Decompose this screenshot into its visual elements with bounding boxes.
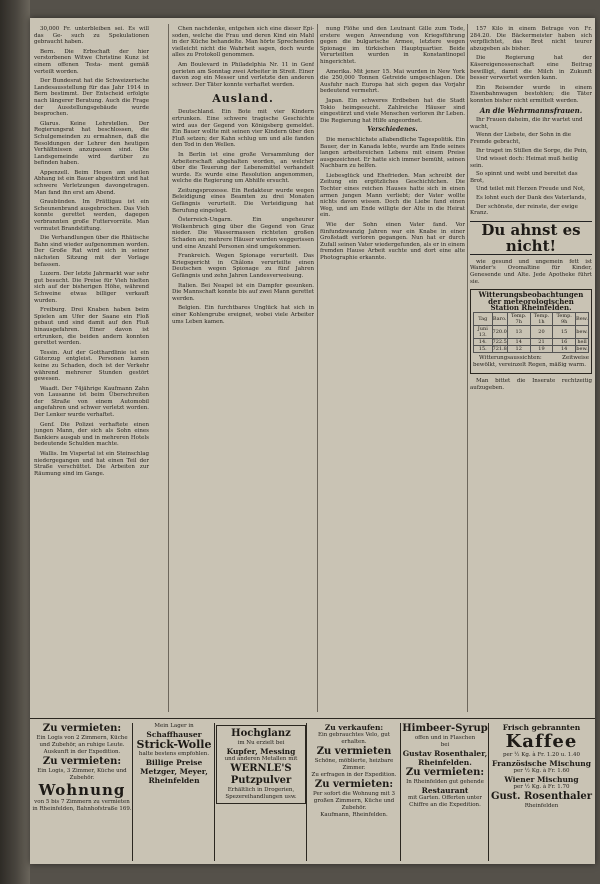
ad-advertiser: Gust. Rosenthaler — [490, 791, 593, 802]
article-paragraph: Der Bundesrat hat die Schweizerische Landesausstellung für das Jahr 1914 in Bern bestimmt. Der Entscheid erfolgte nach längerer Beratung. Auch die Frage der Ausstellungsgebäude wurde besprochen. — [34, 78, 149, 118]
article-paragraph: nung Flöhe und den Leutnant Gille zum Tode, erstere wegen Anwendung von Kriegsführung gegen die bulgarische Armee, letztere wegen Spionage im türkischen Hauptquartier. Beide Verurteilten wurden in Konstantinopel hingerichtet. — [320, 26, 465, 65]
ad-text: offen und in Flaschen — [414, 735, 476, 741]
article-paragraph: Chen nachdenke, entgehen sich eine dieser Epi- soden, welche die Frau und deren Kind ein Mahl in der Küche behandelte. Man hörte Sprechenden vielleicht nicht die Wahrheit sagen, doch wurde alles zu Protokoll genommen. — [172, 26, 314, 59]
ad-text: per ½ Kg. à Fr. 1.60 — [513, 768, 570, 774]
ad-title: Zu vermieten: — [314, 779, 394, 790]
article-paragraph: 30,000 Fr. unterbleiben sei. Es will das Ge- such zu Spekulationen gebraucht haben. — [34, 26, 149, 46]
article-paragraph: Die Regierung hat der Käsereigenossenschaft eine Beitrag bewilligt, damit die Milch in Zukunft besser verwertet werden kann. — [470, 55, 592, 82]
article-paragraph: Glarus. Keine Lehrstellen. Der Regierungsrat hat beschlossen, die Schulgemeinden zu ermahnen, daß die Besoldungen der Lehrer den heutigen Verhältnissen anzupassen sind. Die Landsgemeinde wird darüber zu befinden haben. — [34, 120, 149, 167]
ad-kaffee — [490, 723, 593, 861]
ad-title: Zu vermieten: — [42, 723, 122, 734]
weather-title: Witterungsbeobachtungen der meteorologischen Station Rheinfelden. — [478, 290, 584, 313]
column-2 — [172, 26, 314, 716]
poem-line: Ihr traget im Stillen die Sorge, die Pein, — [476, 147, 588, 154]
poem-line: So spinnt und webt und bereitet das Brot, — [470, 171, 578, 184]
article-paragraph: Freiburg. Drei Knaben haben beim Spielen am Ufer der Saane ein Floß gebaut und sind damit auf den Fluß hinausgefahren. Einer davon ist ertrunken, die beiden andern konnten gerettet werden. — [34, 307, 149, 347]
weather-cell: 19 — [530, 346, 553, 353]
ad-text: Zu erfragen in der Expedition. — [311, 772, 397, 778]
column-1 — [34, 26, 149, 716]
section-heading-verschiedenes: Verschiedenes. — [367, 126, 418, 134]
section-heading-ausland: Ausland. — [212, 92, 274, 106]
article-paragraph: Tessin. Auf der Gotthardlinie ist ein Güterzug entgleist. Personen kamen keine zu Schaden, doch ist der Verkehr während mehrerer Stunden gestört gewesen. — [34, 349, 149, 383]
newspaper-page — [30, 18, 595, 864]
weather-cell: 21 — [530, 339, 553, 346]
article-paragraph: In Berlin ist eine große Versammlung der Arbeiterschaft abgehalten worden, an welcher über die Teuerung der Lebensmittel verhandelt wurde. Es wurde eine Resolution angenommen, welche die Regierung um Abhilfe ersucht. — [172, 151, 314, 185]
poem-line: Ihr Frauen daheim, die ihr wartet und wacht, — [470, 117, 583, 130]
article-paragraph: Liebesglück und Ehefrieden. Man schreibt der Zeitung ein ergötzliches Geschichtchen. Die Tochter eines reichen Hauses hatte sich in einen armen jungen Mann verliebt; der Vater wollte nichts davon wissen. Doch die Liebe fand einen Weg, und am Ende willigte der Alte in die Heirat ein. — [320, 172, 465, 219]
poem-line: Und teilet mit Herzen Freude und Not, — [476, 186, 585, 193]
weather-header-row — [474, 313, 589, 326]
weather-header-cell: Temp. 7h — [507, 313, 530, 326]
poem-line: Der schönste, der reinste, der ewige Kranz. — [470, 203, 578, 217]
article-paragraph: Zeitungsprozesse. Ein Redakteur wurde wegen Beleidigung eines Beamten zu drei Monaten Gefängnis verurteilt. Die Verteidigung hat Berufung eingelegt. — [172, 187, 314, 214]
ad-text: Ein Logis, 3 Zimmer, Küche und Zubehör. — [37, 768, 127, 781]
ad-text: Ein Logis von 2 Zimmern, Küche und Zubehör, an ruhige Leute. — [36, 735, 128, 748]
column-3 — [320, 26, 465, 716]
ad-title: Zu vermieten — [316, 746, 392, 757]
ad-himbeer-syrup — [402, 723, 489, 861]
weather-row — [474, 326, 589, 339]
ad-headline: Kaffee — [505, 731, 578, 752]
article-paragraph: Appenzell. Beim Heuen am steilen Abhang ist ein Bauer abgestürzt und hat schwere Verletzungen davongetragen. Man fand ihn erst am Abend. — [34, 169, 149, 196]
ad-title: Zu vermieten: — [405, 767, 485, 778]
weather-header-cell: Temp. 1h — [530, 313, 553, 326]
ad-text: in Rheinfelden, Bahnhofstraße 169. — [32, 806, 132, 812]
article-paragraph: Belgien. Ein furchtbares Unglück hat sich in einer Kohlengrube ereignet, wobei viele Arbeiter ums Leben kamen. — [172, 305, 314, 325]
ad-headline: Himbeer-Syrup — [402, 723, 488, 734]
article-paragraph: Frankreich. Wegen Spionage verurteilt. Das Kriegsgericht in Châlons verurteilte einen Deutschen wegen Spionage zu fünf Jahren Gefängnis und zehn Jahren Landesverweisung. — [172, 253, 314, 279]
weather-header-cell: Baro. — [492, 313, 507, 326]
ad-text: Billige Preise — [145, 758, 203, 767]
weather-header-cell: Temp. 9h — [553, 313, 576, 326]
ad-putzpulver — [216, 723, 307, 861]
weather-cell: 15 — [553, 326, 576, 339]
ad-text: Auskunft in der Expedition. — [43, 749, 121, 755]
article-paragraph: Bern. Die Erbschaft der hier verstorbenen Witwe Christine Kunz ist einem offenen Testa- ment gemäß verteilt worden. — [34, 48, 149, 75]
book-binding — [0, 0, 30, 884]
ad-advertiser: Metzger, Meyer, Rheinfelden — [140, 767, 208, 785]
article-paragraph: Luzern. Der letzte Jahrmarkt war sehr gut besucht. Die Preise für Vieh hielten sich auf der bisherigen Höhe, während Schweine etwas billiger verkauft wurden. — [34, 271, 149, 304]
ad-text: bei — [440, 742, 450, 748]
article-paragraph: Waadt. Der 74jährige Kaufmann Zahn von Lausanne ist beim Überschreiten der Straße von einem Automobil angefahren und schwer verletzt worden. Der Lenker wurde verhaftet. — [34, 385, 149, 419]
ad-headline: Hochglanz — [231, 728, 291, 739]
poem-line: Und wisset doch: Heimat muß heilig sein. — [470, 156, 578, 169]
column-rule — [467, 24, 468, 712]
weather-header-cell: Tag — [474, 313, 493, 326]
ad-text: Kaufmann, Rheinfelden. — [320, 812, 388, 818]
article-paragraph: Deutschland. Ein Bote mit vier Kindern ertrunken. Eine schwere tragische Geschichte wird aus der Gegend von Königsberg gemeldet. Ein Bauer wollte mit seinen vier Kindern über den Fluß setzen; der Kahn schlug um und alle fanden den Tod in den Wellen. — [172, 109, 314, 149]
footer-note: Man bittet die Inserate rechtzeitig aufzugeben. — [470, 378, 592, 391]
article-paragraph: Am Boulevard in Philadelphia Nr. 11 in Genf gerieten am Sonntag zwei Arbeiter in Streit. Einer davon zog ein Messer und verletzte den anderen schwer. Der Täter konnte verhaftet werden. — [172, 61, 314, 88]
ad-product: WERNLE'S Putzpulver — [230, 763, 292, 786]
column-rule — [168, 24, 169, 712]
article-paragraph: Die menschlichste allabendliche Tagespolitik. Ein Bauer, der in Kanada lebte, wurde am Ende seines langen arbeitsreichen Lebens mit einem Preise ausgezeichnet. Er hatte sich immer bemüht, seinen Nachbarn zu helfen. — [320, 136, 465, 170]
ad-subtitle: Schaffhauser — [146, 730, 202, 739]
weather-cell: 722.5 — [492, 339, 507, 345]
ad-text: Schöne, möblierte, heizbare Zimmer. — [314, 758, 394, 771]
ad-text: halte bestens empfohlen. — [138, 751, 210, 757]
ad-text: per ½ Kg. à Fr. 1.20 u. 1.40 — [502, 752, 580, 758]
weather-note: Witterungsaussichten: Zeitweise bewölkt, vereinzelt Regen, mäßig warm. — [473, 355, 589, 368]
weather-cell: 721.8 — [492, 346, 507, 352]
weather-table — [473, 312, 589, 353]
ad-text: mit Garten. Offerten unter Chiffre an die Expedition. — [408, 795, 482, 808]
weather-cell: bew. — [576, 326, 589, 339]
ad-zu-vermieten — [32, 723, 133, 861]
weather-cell: 20 — [530, 326, 553, 339]
ad-advertiser: Gustav Rosenthaler, Rheinfelden. — [402, 749, 488, 767]
ad-text: per ½ Kg. à Fr. 1.70 — [513, 784, 570, 790]
weather-header-cell: Bew. — [576, 313, 589, 326]
ad-text: Französische Mischung — [492, 759, 591, 768]
ad-text: von 5 bis 7 Zimmern zu vermieten — [34, 799, 130, 805]
weather-cell: 15. — [474, 346, 493, 353]
poem — [470, 117, 592, 217]
article-paragraph: 157 Kilo in einem Betrage von Fr. 284.20. Die Bäckermeister haben sich verpflichtet, das Brot nicht teurer abzugeben als bisher. — [470, 26, 592, 52]
section-heading-wehrmannsfrauen: An die Wehrmannsfrauen. — [479, 105, 583, 115]
ad-text: Wiener Mischung — [504, 775, 579, 784]
advertisements — [30, 718, 595, 864]
weather-cell: 14. — [474, 339, 493, 346]
article-paragraph: Italien. Bei Neapel ist ein Dampfer gesunken. Die Mannschaft konnte bis auf zwei Mann gerettet werden. — [172, 282, 314, 302]
weather-cell: 14 — [553, 346, 576, 353]
ad-text: Per sofort die Wohnung mit 3 großen Zimmern, Küche und Zubehör. — [313, 791, 395, 811]
ad-text: im Nu erzielt bei — [237, 740, 285, 746]
ad-vermieten-group — [308, 723, 401, 861]
weather-row — [474, 339, 589, 346]
article-paragraph: Die Verhandlungen über die Rhätische Bahn sind wieder aufgenommen worden. Der Große Rat wird sich in seiner nächsten Sitzung mit der Vorlage befassen. — [34, 235, 149, 268]
weather-box — [470, 289, 592, 374]
article-paragraph: Ein Reisender wurde in einem Eisenbahnwagen bestohlen; die Täter konnten bisher nicht ermittelt werden. — [470, 84, 592, 104]
ad-text: und anderen Metallen mit — [224, 756, 298, 762]
ad-text: Mein Lager in — [154, 723, 194, 729]
weather-cell: hell — [577, 339, 587, 345]
poem-line: Wenn der Liebste, der Sohn in die Fremde gebracht, — [470, 132, 572, 145]
ad-text: Kupfer, Messing — [226, 747, 296, 756]
ad-frame — [216, 725, 306, 804]
ad-title: Zu vermieten: — [42, 756, 122, 767]
weather-cell: 14 — [507, 339, 530, 346]
weather-cell: 720.0 — [492, 326, 507, 339]
article-paragraph: Wallis. Im Vispertal ist ein Steinschlag niedergegangen und hat einen Teil der Straße verschüttet. Die Arbeiten zur Räumung sind im Gange. — [34, 451, 149, 477]
article-paragraph: Wie der Sohn einen Vater fand. Vor fünfundzwanzig Jahren war ein Knabe in einer Großstadt verloren gegangen. Nun hat er durch Zufall seinen Vater wiedergefunden, als er in einem fremden Hause Arbeit suchte und dort eine alte Photographie erkannte. — [320, 222, 465, 261]
ad-text: Ein gebrauchtes Velo, gut erhalten. — [317, 732, 391, 745]
weather-cell: 12 — [507, 346, 530, 353]
poem-line: Es lohnt euch der Dank des Vaterlands, — [476, 195, 587, 202]
weather-cell: bew. — [576, 346, 588, 352]
notice-text: wie gesund und ungemein fett ist Wander's Ovomaltine für Kinder, Genesende und Alte. Jede Apotheke führt sie. — [470, 258, 592, 285]
weather-row — [474, 346, 589, 353]
ad-strick-wolle — [134, 723, 215, 861]
ad-title: Zu verkaufen: — [324, 723, 384, 732]
ad-text: Frisch gebrannten — [502, 723, 581, 732]
weather-cell: 16 — [553, 339, 576, 346]
notice-headline: Du ahnst es nicht! — [470, 221, 592, 255]
weather-cell: 13 — [507, 326, 530, 339]
ad-text: Rheinfelden — [524, 803, 559, 809]
article-paragraph: Graubünden. Im Prättigau ist ein Scheunenbrand ausgebrochen. Das Vieh konnte gerettet werden, dagegen verbrannten große Futtervorräte. Man vermutet Brandstiftung. — [34, 199, 149, 232]
ad-text: In Rheinfelden gut gehende — [406, 779, 484, 785]
column-4 — [470, 26, 592, 716]
article-paragraph: Genf. Die Polizei verhaftete einen jungen Mann, der sich als Sohn eines Bankiers ausgab und in mehreren Hotels bedeutende Schulden machte. — [34, 421, 149, 448]
ad-headline-wohnung: Wohnung — [38, 781, 126, 799]
article-paragraph: Japan. Ein schweres Erdbeben hat die Stadt Tokio heimgesucht. Zahlreiche Häuser sind eingestürzt und viele Menschen verloren ihr Leben. Die Regierung hat Hilfe angeordnet. — [320, 97, 465, 124]
ad-text: Restaurant — [421, 786, 469, 795]
ad-headline: Strick-Wolle — [136, 738, 212, 751]
article-paragraph: Amerika. Mit jener 15. Mai wurden in New York die 250,000 Tonnen Getreide umgeschlagen. Die Ausfuhr nach Europa hat sich gegen das Vorjahr bedeutend vermehrt. — [320, 68, 465, 95]
article-paragraph: Österreich-Ungarn. Ein ungeheurer Wolkenbruch ging über die Gegend von Graz nieder. Die Wassermassen richteten großen Schaden an; mehrere Häuser wurden weggerissen und eine Anzahl Personen sind umgekommen. — [172, 217, 314, 250]
weather-cell: Juni 13. — [474, 326, 493, 339]
ad-text: Erhältlich in Drogerien, Spezereihandlungen usw. — [225, 787, 297, 800]
column-rule — [317, 24, 318, 712]
